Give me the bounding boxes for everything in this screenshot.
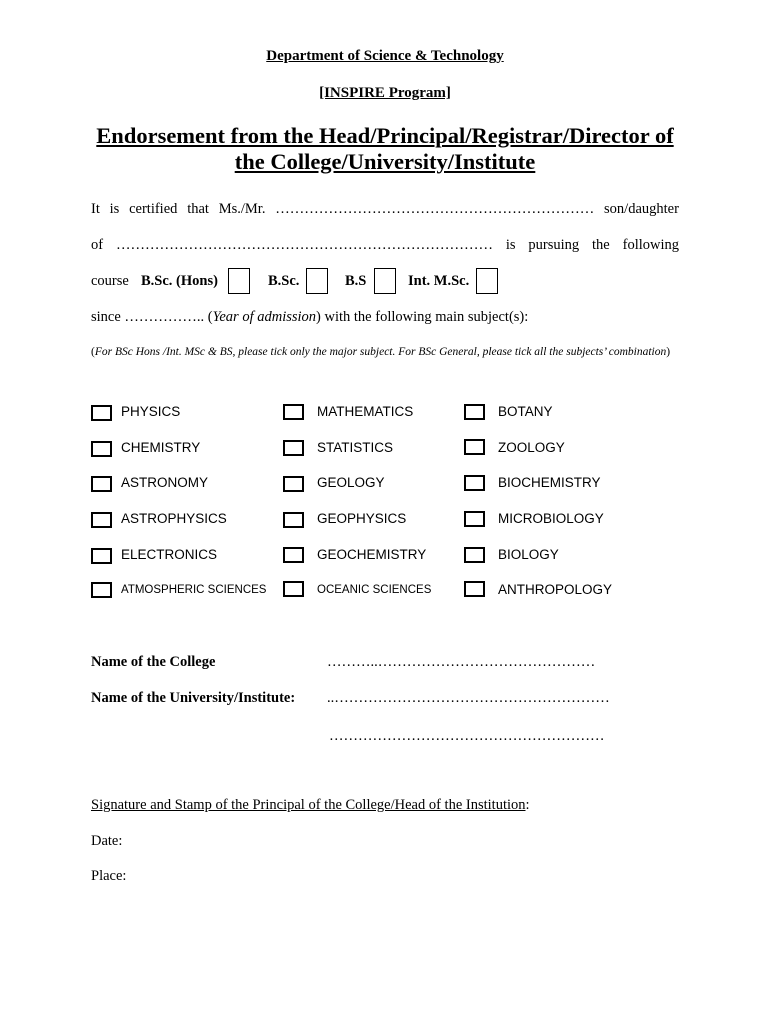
cert-word: that <box>187 201 209 217</box>
course-option-bs: B.S <box>345 273 367 289</box>
subject-label-botany: BOTANY <box>498 404 553 419</box>
subject-label-biochemistry: BIOCHEMISTRY <box>498 475 601 490</box>
year-of-admission-label: Year of admission <box>212 309 317 325</box>
subject-label-physics: PHYSICS <box>121 404 181 419</box>
year-blank[interactable]: …………….. <box>124 309 205 325</box>
subject-label-mathematics: MATHEMATICS <box>317 404 414 419</box>
course-checkbox-bs[interactable] <box>374 268 396 294</box>
subjects-intro: ) with the following main subject(s): <box>316 309 529 325</box>
title-line-2: the College/University/Institute <box>234 149 536 174</box>
note-close: ) <box>666 346 671 358</box>
cert-word: certified <box>129 201 178 217</box>
subject-label-geology: GEOLOGY <box>317 475 385 490</box>
subject-label-electronics: ELECTRONICS <box>121 547 218 562</box>
cert-word: is <box>505 237 516 253</box>
course-option-bsc: B.Sc. <box>268 273 300 289</box>
note-text: For BSc Hons /Int. MSc & BS, please tick only the major subject. For BSc General, please tick all the subjects’ combination <box>94 346 667 358</box>
subject-checkbox-geochemistry[interactable] <box>283 547 304 563</box>
parent-name-blank[interactable]: …………………………………………………………………… <box>115 237 493 253</box>
university-name-label: Name of the University/Institute: <box>91 690 296 706</box>
cert-word: is <box>109 201 120 217</box>
note-open: ( <box>91 346 95 358</box>
subject-checkbox-oceanic-sciences[interactable] <box>283 581 304 597</box>
relation-label: son/daughter <box>604 201 679 217</box>
subject-label-biology: BIOLOGY <box>498 547 559 562</box>
college-name-label: Name of the College <box>91 654 216 670</box>
subject-checkbox-mathematics[interactable] <box>283 404 304 420</box>
course-checkbox-bsc-hons[interactable] <box>228 268 250 294</box>
cert-word: pursuing <box>528 237 580 253</box>
certification-line-1 <box>91 201 679 218</box>
cert-word: following <box>622 237 679 253</box>
cert-word: Ms./Mr. <box>218 201 266 217</box>
subject-label-geochemistry: GEOCHEMISTRY <box>317 547 427 562</box>
subject-checkbox-physics[interactable] <box>91 405 112 421</box>
subject-checkbox-biology[interactable] <box>464 547 485 563</box>
title-line-1: Endorsement from the Head/Principal/Registrar/Director of <box>96 123 674 148</box>
signature-colon: : <box>525 797 530 813</box>
place-label: Place: <box>91 868 127 884</box>
signature-label: Signature and Stamp of the Principal of the College/Head of the Institution <box>91 797 526 813</box>
course-option-bsc-hons: B.Sc. (Hons) <box>141 273 218 289</box>
page-title <box>0 123 770 175</box>
subject-checkbox-geophysics[interactable] <box>283 512 304 528</box>
subject-checkbox-statistics[interactable] <box>283 440 304 456</box>
cert-word: It <box>91 201 100 217</box>
subject-checkbox-atmospheric-sciences[interactable] <box>91 582 112 598</box>
cert-word: the <box>592 237 610 253</box>
student-name-blank[interactable]: ………………………………………………………… <box>275 201 595 217</box>
subject-checkbox-astronomy[interactable] <box>91 476 112 492</box>
since-line <box>91 309 528 326</box>
department-heading: Department of Science & Technology <box>266 48 504 64</box>
year-open: ( <box>207 309 213 325</box>
subject-checkbox-astrophysics[interactable] <box>91 512 112 528</box>
date-label: Date: <box>91 833 123 849</box>
subject-checkbox-chemistry[interactable] <box>91 441 112 457</box>
subject-label-atmospheric-sciences: ATMOSPHERIC SCIENCES <box>121 584 267 596</box>
certification-line-2 <box>91 237 679 254</box>
subject-label-chemistry: CHEMISTRY <box>121 440 201 455</box>
subject-checkbox-botany[interactable] <box>464 404 485 420</box>
course-option-int-msc: Int. M.Sc. <box>408 273 470 289</box>
subject-checkbox-geology[interactable] <box>283 476 304 492</box>
of-label: of <box>91 237 104 253</box>
college-name-blank[interactable]: ………..……………………………………… <box>327 654 596 670</box>
subject-label-microbiology: MICROBIOLOGY <box>498 511 604 526</box>
course-checkbox-int-msc[interactable] <box>476 268 498 294</box>
subject-label-anthropology: ANTHROPOLOGY <box>498 582 613 597</box>
subject-label-oceanic-sciences: OCEANIC SCIENCES <box>317 584 432 596</box>
subject-checkbox-zoology[interactable] <box>464 439 485 455</box>
subject-checkbox-microbiology[interactable] <box>464 511 485 527</box>
program-heading: [INSPIRE Program] <box>319 85 451 101</box>
subject-checkbox-electronics[interactable] <box>91 548 112 564</box>
subject-checkbox-biochemistry[interactable] <box>464 475 485 491</box>
subject-label-astronomy: ASTRONOMY <box>121 475 209 490</box>
subject-checkbox-anthropology[interactable] <box>464 581 485 597</box>
subject-label-zoology: ZOOLOGY <box>498 440 565 455</box>
university-name-blank-line-2[interactable]: ………………………………………………… <box>329 728 605 744</box>
university-name-blank[interactable]: ..………………………………………………… <box>327 690 610 706</box>
subject-label-statistics: STATISTICS <box>317 440 394 455</box>
course-checkbox-bsc[interactable] <box>306 268 328 294</box>
instruction-note <box>91 345 691 359</box>
signature-line <box>91 797 530 814</box>
subject-label-geophysics: GEOPHYSICS <box>317 511 407 526</box>
course-label: course <box>91 273 129 289</box>
since-label: since <box>91 309 121 325</box>
subject-label-astrophysics: ASTROPHYSICS <box>121 511 227 526</box>
